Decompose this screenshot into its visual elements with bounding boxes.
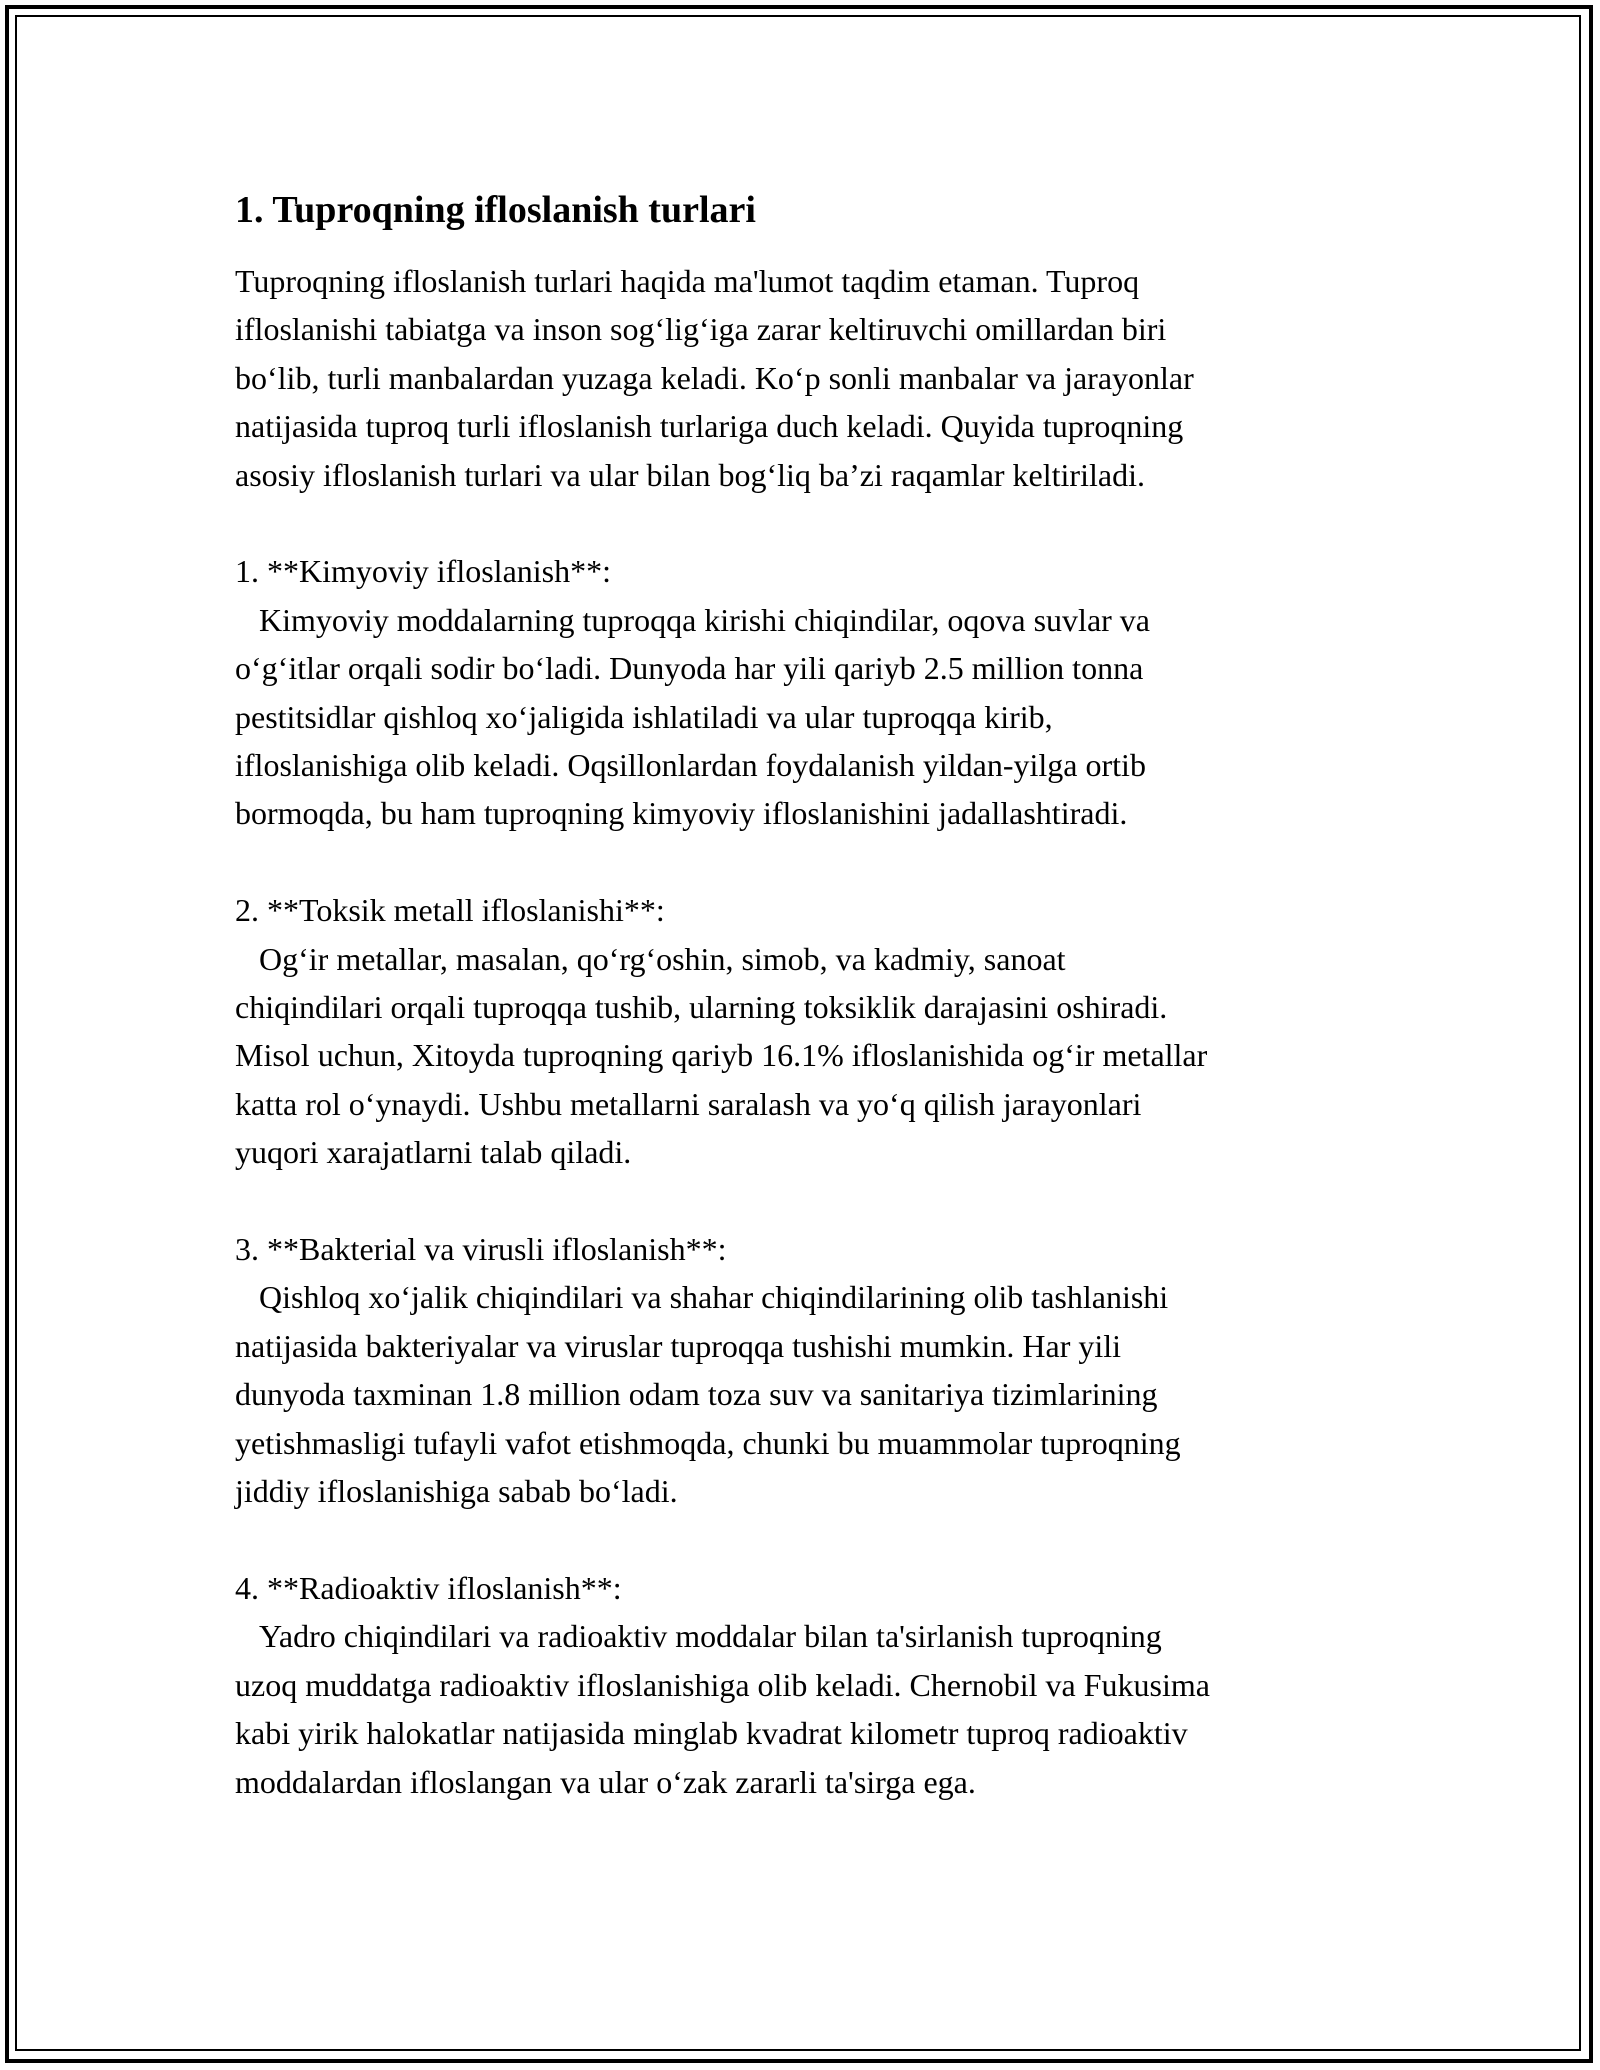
section-heading: 2. **Toksik metall ifloslanishi**:: [235, 892, 665, 929]
section-line: Og‘ir metallar, masalan, qo‘rg‘oshin, simob, va kadmiy, sanoat: [235, 940, 1066, 977]
section-line: uzoq muddatga radioaktiv ifloslanishiga olib keladi. Chernobil va Fukusima: [235, 1666, 1210, 1703]
intro-line: ifloslanishi tabiatga va inson sog‘lig‘iga zarar keltiruvchi omillardan biri: [235, 311, 1167, 348]
section-line: yuqori xarajatlarni talab qiladi.: [235, 1134, 632, 1171]
section-line: natijasida bakteriyalar va viruslar tuproqqa tushishi mumkin. Har yili: [235, 1327, 1122, 1364]
paragraph-gap: [235, 1516, 1385, 1564]
paragraph-gap: [235, 499, 1385, 547]
paragraph-gap: [235, 838, 1385, 886]
section-line: jiddiy ifloslanishiga sabab bo‘ladi.: [235, 1473, 678, 1510]
section-line: o‘g‘itlar orqali sodir bo‘ladi. Dunyoda har yili qariyb 2.5 million tonna: [235, 650, 1144, 687]
section-radioactive: [235, 1564, 1385, 1806]
section-line: Yadro chiqindilari va radioaktiv moddalar bilan ta'sirlanish tuproqning: [235, 1618, 1162, 1655]
section-chemical: [235, 547, 1385, 837]
paragraph-gap: [235, 1177, 1385, 1225]
section-bacterial: [235, 1225, 1385, 1515]
section-line: pestitsidlar qishloq xo‘jaligida ishlatiladi va ular tuproqqa kirib,: [235, 698, 1053, 735]
section-heading: 4. **Radioaktiv ifloslanish**:: [235, 1569, 622, 1606]
section-line: ifloslanishiga olib keladi. Oqsillonlardan foydalanish yildan-yilga ortib: [235, 747, 1146, 784]
document-content: [235, 185, 1385, 1806]
section-line: kabi yirik halokatlar natijasida minglab kvadrat kilometr tuproq radioaktiv: [235, 1715, 1188, 1752]
intro-line: bo‘lib, turli manbalardan yuzaga keladi. Ko‘p sonli manbalar va jarayonlar: [235, 359, 1194, 396]
section-line: bormoqda, bu ham tuproqning kimyoviy ifloslanishini jadallashtiradi.: [235, 795, 1128, 832]
section-line: chiqindilari orqali tuproqqa tushib, ularning toksiklik darajasini oshiradi.: [235, 989, 1168, 1026]
section-line: dunyoda taxminan 1.8 million odam toza suv va sanitariya tizimlarining: [235, 1376, 1158, 1413]
section-heading: 1. **Kimyoviy ifloslanish**:: [235, 553, 611, 590]
section-heading: 3. **Bakterial va virusli ifloslanish**:: [235, 1231, 727, 1268]
section-toxic-metal: [235, 886, 1385, 1176]
intro-line: asosiy ifloslanish turlari va ular bilan bog‘liq ba’zi raqamlar keltiriladi.: [235, 456, 1145, 493]
intro-line: Tuproqning ifloslanish turlari haqida ma'lumot taqdim etaman. Tuproq: [235, 263, 1140, 299]
intro-line: natijasida tuproq turli ifloslanish turlariga duch keladi. Quyida tuproqning: [235, 408, 1184, 445]
section-line: katta rol o‘ynaydi. Ushbu metallarni saralash va yo‘q qilish jarayonlari: [235, 1085, 1142, 1122]
section-line: Kimyoviy moddalarning tuproqqa kirishi chiqindilar, oqova suvlar va: [235, 601, 1150, 638]
section-line: Qishloq xo‘jalik chiqindilari va shahar chiqindilarining olib tashlanishi: [235, 1279, 1169, 1316]
intro-paragraph: [235, 257, 1385, 499]
section-line: Misol uchun, Xitoyda tuproqning qariyb 16.1% ifloslanishida og‘ir metallar: [235, 1037, 1208, 1074]
document-title: 1. Tuproqning ifloslanish turlari: [235, 189, 756, 231]
section-line: moddalardan ifloslangan va ular o‘zak zararli ta'sirga ega.: [235, 1763, 976, 1800]
section-line: yetishmasligi tufayli vafot etishmoqda, chunki bu muammolar tuproqning: [235, 1424, 1181, 1461]
